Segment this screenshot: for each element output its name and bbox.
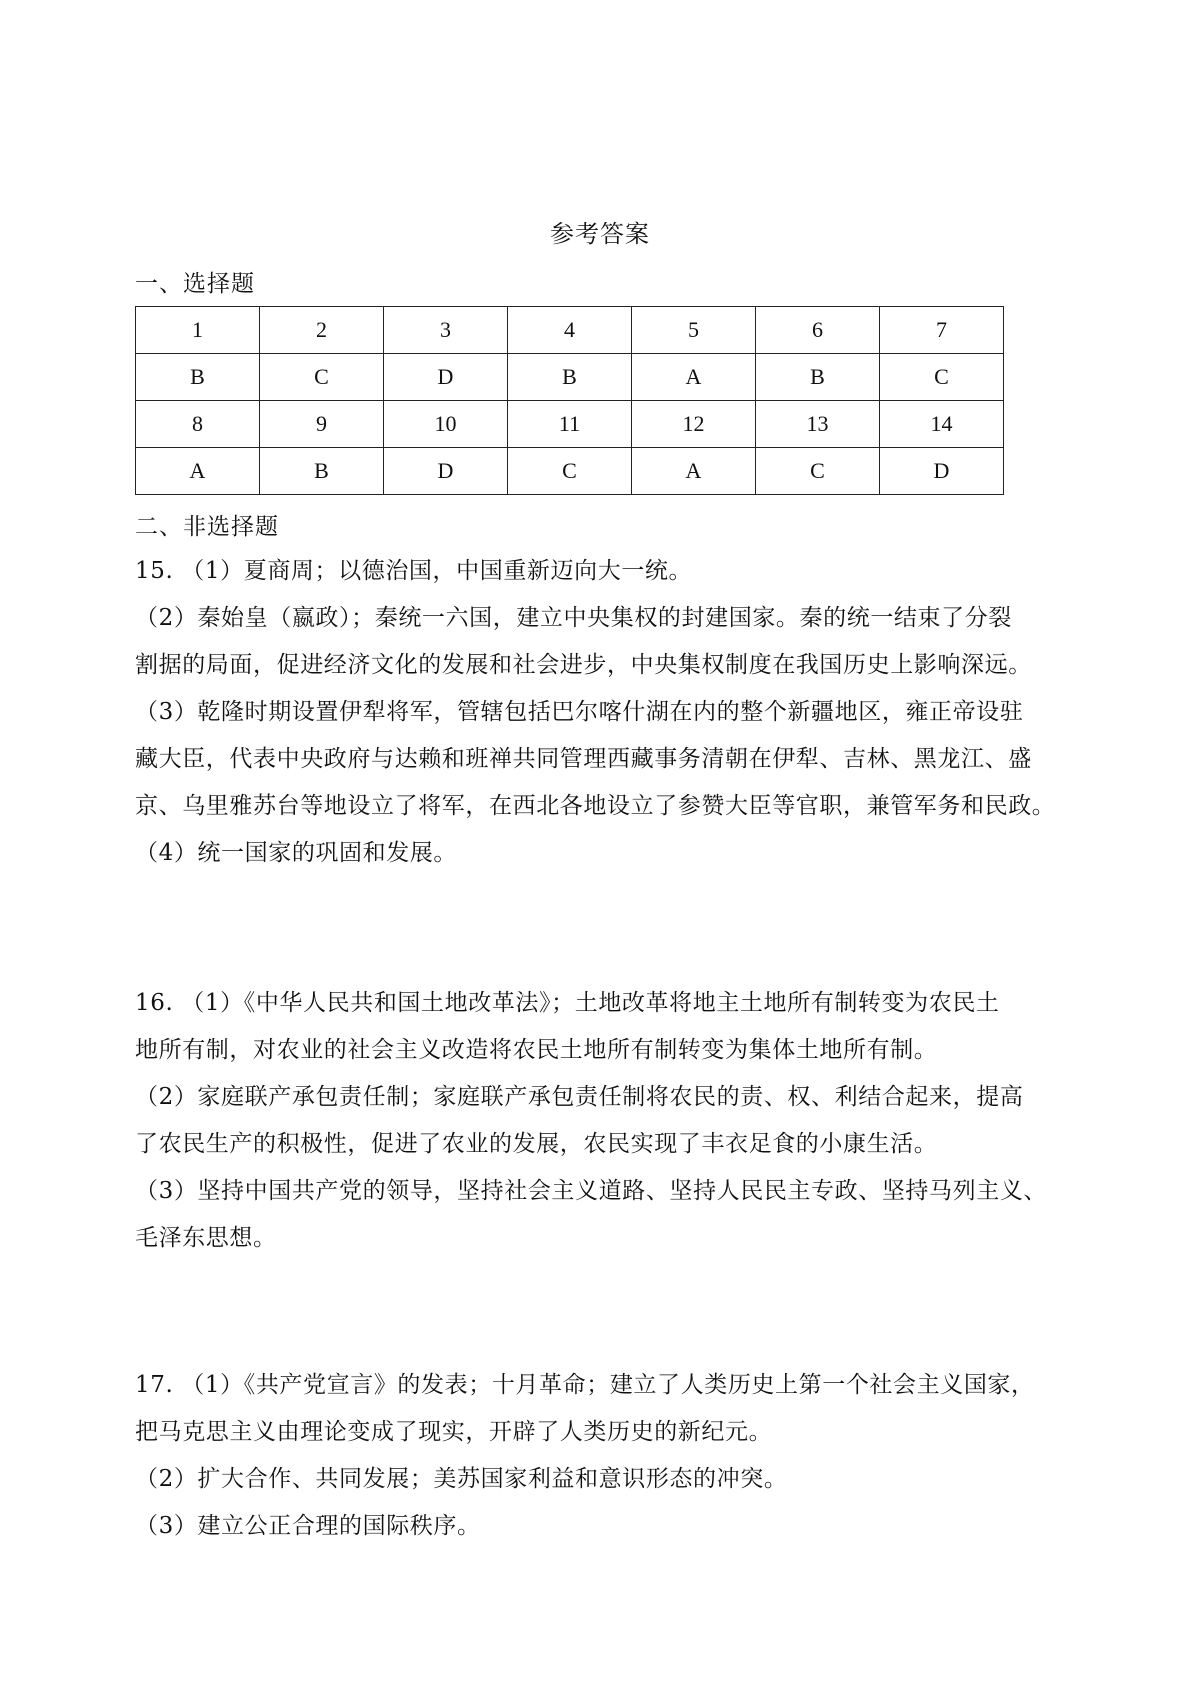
question-number-cell: 12 bbox=[632, 401, 756, 448]
answer-cell: D bbox=[384, 354, 508, 401]
question-number-cell: 3 bbox=[384, 307, 508, 354]
page-title: 参考答案 bbox=[550, 220, 650, 248]
answer-cell: C bbox=[260, 354, 384, 401]
answer-line: 藏大臣，代表中央政府与达赖和班禅共同管理西藏事务清朝在伊犁、吉林、黑龙江、盛 bbox=[135, 746, 1032, 772]
answer-line: 地所有制，对农业的社会主义改造将农民土地所有制转变为集体土地所有制。 bbox=[135, 1037, 938, 1063]
question-number-cell: 5 bbox=[632, 307, 756, 354]
answer-line: （2）扩大合作、共同发展；美苏国家利益和意识形态的冲突。 bbox=[135, 1466, 788, 1492]
question-number-row bbox=[136, 307, 1004, 354]
question-number-cell: 11 bbox=[508, 401, 632, 448]
answer-cell: D bbox=[880, 448, 1004, 495]
answer-table bbox=[135, 306, 1004, 495]
answer-line: 15. （1）夏商周；以德治国，中国重新迈向大一统。 bbox=[135, 558, 693, 584]
answer-line: 了农民生产的积极性，促进了农业的发展，农民实现了丰衣足食的小康生活。 bbox=[135, 1131, 938, 1157]
answer-line: 毛泽东思想。 bbox=[135, 1225, 277, 1251]
answer-line: 割据的局面，促进经济文化的发展和社会进步，中央集权制度在我国历史上影响深远。 bbox=[135, 652, 1032, 678]
answer-cell: A bbox=[632, 448, 756, 495]
answer-cell: C bbox=[508, 448, 632, 495]
answer-cell: B bbox=[260, 448, 384, 495]
question-15 bbox=[135, 548, 1065, 877]
answer-line: 把马克思主义由理论变成了现实，开辟了人类历史的新纪元。 bbox=[135, 1419, 773, 1445]
question-number-cell: 6 bbox=[756, 307, 880, 354]
answer-line: （3）建立公正合理的国际秩序。 bbox=[135, 1513, 481, 1539]
answer-line: （2）秦始皇（嬴政）；秦统一六国，建立中央集权的封建国家。秦的统一结束了分裂 bbox=[135, 605, 1012, 631]
answer-cell: A bbox=[632, 354, 756, 401]
question-number-cell: 2 bbox=[260, 307, 384, 354]
answer-line: 16. （1）《中华人民共和国土地改革法》；土地改革将地主土地所有制转变为农民土 bbox=[135, 990, 1000, 1016]
question-number-cell: 14 bbox=[880, 401, 1004, 448]
question-number-row bbox=[136, 401, 1004, 448]
question-17 bbox=[135, 1362, 1065, 1550]
answer-row bbox=[136, 354, 1004, 401]
section-heading-choice: 一、选择题 bbox=[135, 271, 255, 297]
question-number-cell: 8 bbox=[136, 401, 260, 448]
answer-line: 京、乌里雅苏台等地设立了将军，在西北各地设立了参赞大臣等官职，兼管军务和民政。 bbox=[135, 793, 1056, 819]
answer-line: （2）家庭联产承包责任制；家庭联产承包责任制将农民的责、权、利结合起来，提高 bbox=[135, 1084, 1024, 1110]
question-number-cell: 10 bbox=[384, 401, 508, 448]
question-number-cell: 4 bbox=[508, 307, 632, 354]
answer-line: （3）乾隆时期设置伊犁将军，管辖包括巴尔喀什湖在内的整个新疆地区，雍正帝设驻 bbox=[135, 699, 1024, 725]
answer-cell: B bbox=[508, 354, 632, 401]
answer-cell: D bbox=[384, 448, 508, 495]
question-number-cell: 1 bbox=[136, 307, 260, 354]
section-heading-non-choice: 二、非选择题 bbox=[135, 514, 279, 540]
question-16 bbox=[135, 980, 1065, 1262]
question-number-cell: 7 bbox=[880, 307, 1004, 354]
answer-cell: B bbox=[756, 354, 880, 401]
answer-cell: C bbox=[880, 354, 1004, 401]
answer-cell: C bbox=[756, 448, 880, 495]
question-number-cell: 13 bbox=[756, 401, 880, 448]
answer-line: （3）坚持中国共产党的领导，坚持社会主义道路、坚持人民民主专政、坚持马列主义、 bbox=[135, 1178, 1048, 1204]
answer-cell: A bbox=[136, 448, 260, 495]
question-number-cell: 9 bbox=[260, 401, 384, 448]
answer-line: （4）统一国家的巩固和发展。 bbox=[135, 840, 458, 866]
answer-line: 17. （1）《共产党宣言》的发表；十月革命；建立了人类历史上第一个社会主义国家， bbox=[135, 1372, 1035, 1398]
answer-cell: B bbox=[136, 354, 260, 401]
answer-row bbox=[136, 448, 1004, 495]
